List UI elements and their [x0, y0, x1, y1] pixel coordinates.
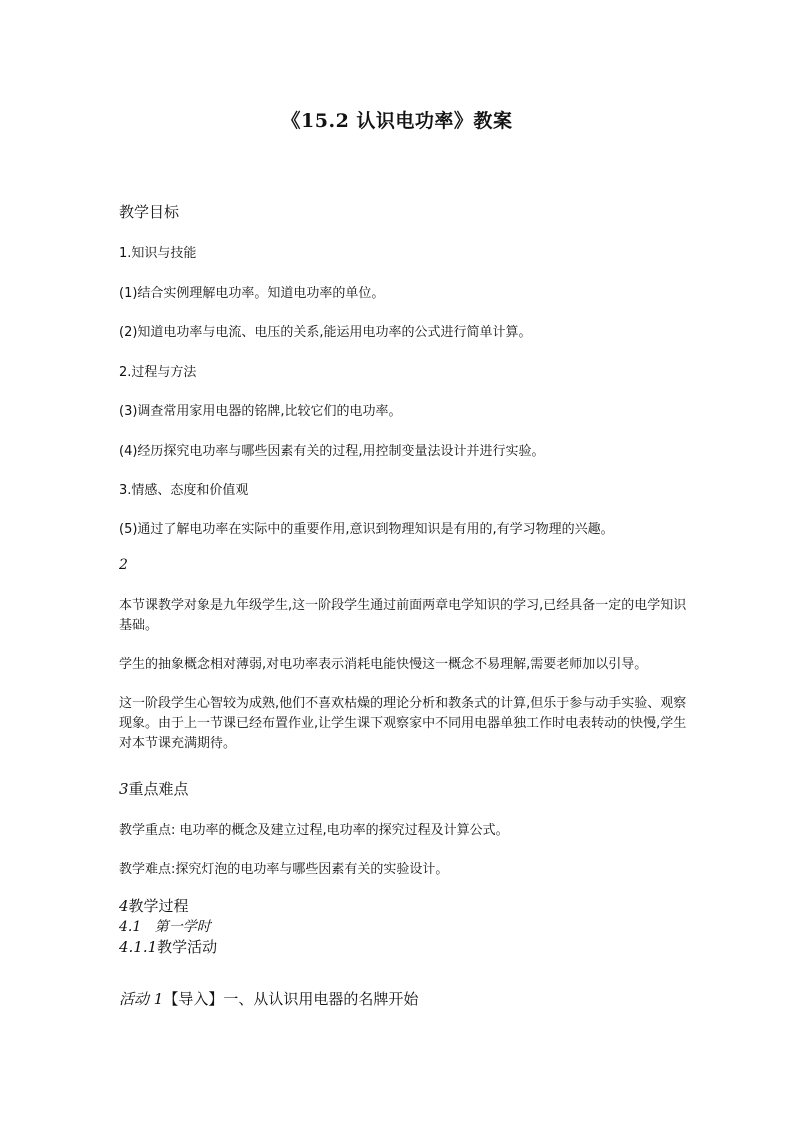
process-method-subheading: 2.过程与方法: [119, 365, 197, 380]
activity-1-heading: [119, 988, 418, 1009]
learner-analysis-paragraph-2: 学生的抽象概念相对薄弱,对电功率表示消耗电能快慢这一概念不易理解,需要老师加以引导。: [119, 657, 648, 672]
section-3-label: 重点难点: [128, 780, 189, 798]
first-period-heading: [119, 916, 211, 936]
section-3-number: 3: [119, 780, 129, 798]
objectives-heading: 教学目标: [119, 203, 180, 221]
activity-prefix: 活动 1: [119, 990, 164, 1008]
activity-text: 【导入】一、从认识用电器的名牌开始: [163, 990, 419, 1008]
subsubsection-label: 教学活动: [157, 938, 218, 956]
teaching-difficult-point: 教学难点:探究灯泡的电功率与哪些因素有关的实验设计。: [119, 862, 449, 877]
subsubsection-number: 4.1.1: [119, 938, 158, 956]
subsection-label: 第一学时: [154, 919, 211, 935]
objective-item-4: (4)经历探究电功率与哪些因素有关的过程,用控制变量法设计并进行实验。: [119, 444, 545, 459]
teaching-process-heading: [119, 895, 189, 916]
learner-analysis-paragraph-3: 这一阶段学生心智较为成熟,他们不喜欢枯燥的理论分析和教条式的计算,但乐于参与动手实验、观察现象。由于上一节课已经布置作业,让学生课下观察家中不同用电器单独工作时电表转动的快慢,学生对本节课充满期待。: [119, 696, 687, 751]
teaching-activity-heading: [119, 936, 217, 957]
section-2-number: 2: [119, 557, 128, 573]
objective-item-1: (1)结合实例理解电功率。知道电功率的单位。: [119, 286, 385, 301]
objective-item-5: (5)通过了解电功率在实际中的重要作用,意识到物理知识是有用的,有学习物理的兴趣。: [119, 522, 614, 537]
objective-item-3: (3)调查常用家用电器的铭牌,比较它们的电功率。: [119, 404, 402, 419]
key-difficult-heading: [119, 778, 189, 799]
knowledge-skills-subheading: 1.知识与技能: [119, 246, 197, 261]
learner-analysis-paragraph-1: 本节课教学对象是九年级学生,这一阶段学生通过前面两章电学知识的学习,已经具备一定的电学知识基础。: [119, 598, 687, 633]
section-4-number: 4: [119, 897, 129, 915]
objective-item-2: (2)知道电功率与电流、电压的关系,能运用电功率的公式进行简单计算。: [119, 325, 532, 340]
teaching-key-point: 教学重点: 电功率的概念及建立过程,电功率的探究过程及计算公式。: [119, 823, 509, 838]
subsection-number: 4.1: [119, 919, 142, 935]
emotion-values-subheading: 3.情感、态度和价值观: [119, 483, 249, 498]
document-title: 《15.2 认识电功率》教案: [281, 110, 513, 132]
section-4-label: 教学过程: [128, 897, 189, 915]
